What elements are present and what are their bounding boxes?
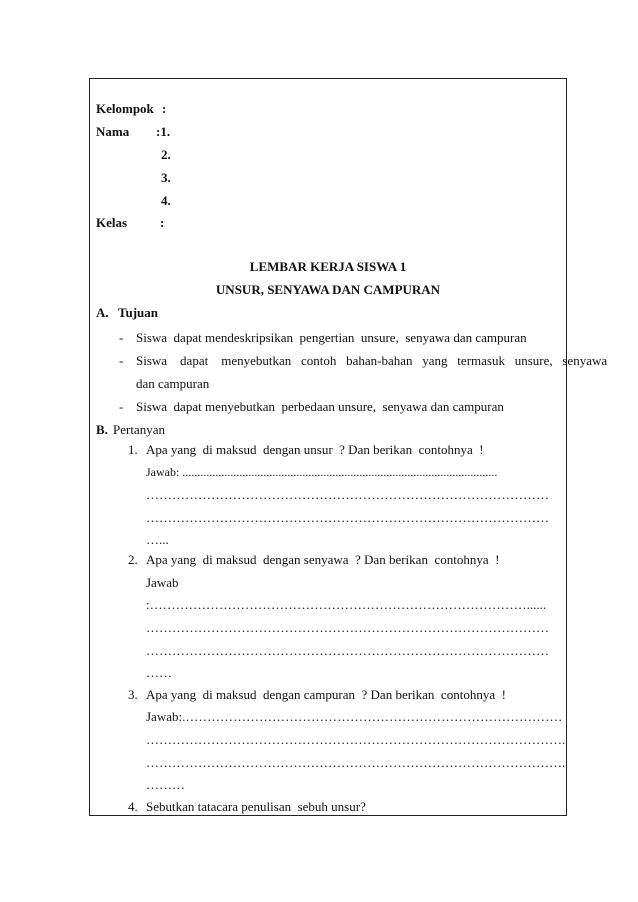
answer-line: …... [146, 532, 169, 547]
answer-line: Jawab [146, 575, 179, 590]
answer-line: ……………………………………………………………………………………. [146, 755, 566, 770]
answer-line: Jawab:.…………………………………………………………………………… [146, 709, 563, 724]
kelas-colon: : [160, 215, 165, 230]
question-number: 4. [128, 799, 138, 814]
question-3-text: Apa yang di maksud dengan campuran ? Dan berikan contohnya ! [146, 687, 506, 702]
question-1-text: Apa yang di maksud dengan unsur ? Dan berikan contohnya ! [146, 442, 484, 457]
tujuan-bullet: - [119, 399, 124, 414]
question-2-text: Apa yang di maksud dengan senyawa ? Dan berikan contohnya ! [146, 552, 500, 567]
worksheet-subtitle: UNSUR, SENYAWA DAN CAMPURAN [215, 282, 441, 297]
tujuan-item-3: Siswa dapat menyebutkan perbedaan unsure, senyawa dan campuran [136, 399, 504, 414]
section-a-heading: Tujuan [118, 305, 158, 320]
nama-number-1: :1. [156, 124, 171, 139]
tujuan-bullet: - [119, 330, 124, 345]
kelas-label: Kelas [96, 215, 128, 230]
answer-line: …… [146, 665, 172, 680]
nama-label: Nama [96, 124, 130, 139]
answer-line: Jawab: ......................................................................................................... [146, 465, 498, 479]
question-number: 1. [128, 442, 138, 457]
section-b-letter: B. [96, 422, 108, 437]
worksheet-title: LEMBAR KERJA SISWA 1 [249, 259, 407, 274]
nama-number-2: 2. [161, 147, 171, 162]
answer-line: :……………………………………………………………………………...... [146, 597, 547, 612]
nama-number-4: 4. [161, 193, 171, 208]
section-a-letter: A. [96, 305, 109, 320]
answer-line: ………………………………………………………………………………… [146, 643, 549, 658]
question-4-text: Sebutkan tatacara penulisan sebuh unsur? [146, 799, 366, 814]
nama-number-3: 3. [161, 170, 171, 185]
tujuan-bullet: - [119, 353, 124, 368]
question-number: 3. [128, 687, 138, 702]
answer-line: ………………………………………………………………………………… [146, 487, 549, 502]
kelompok-colon: : [162, 101, 167, 116]
tujuan-item-2-cont: dan campuran [136, 376, 210, 391]
tujuan-item-1: Siswa dapat mendeskripsikan pengertian unsure, senyawa dan campuran [136, 330, 527, 345]
tujuan-item-2: Siswa dapat menyebutkan contoh bahan-bahan yang termasuk unsure, senyawa [136, 353, 608, 368]
kelompok-label: Kelompok [96, 101, 154, 116]
answer-line: ………………………………………………………………………………… [146, 510, 549, 525]
answer-line: ……… [146, 777, 185, 792]
section-b-heading: Pertanyan [113, 422, 165, 437]
answer-line: ……………………………………………………………………………………. [146, 732, 566, 747]
answer-line: ………………………………………………………………………………… [146, 620, 549, 635]
question-number: 2. [128, 552, 138, 567]
